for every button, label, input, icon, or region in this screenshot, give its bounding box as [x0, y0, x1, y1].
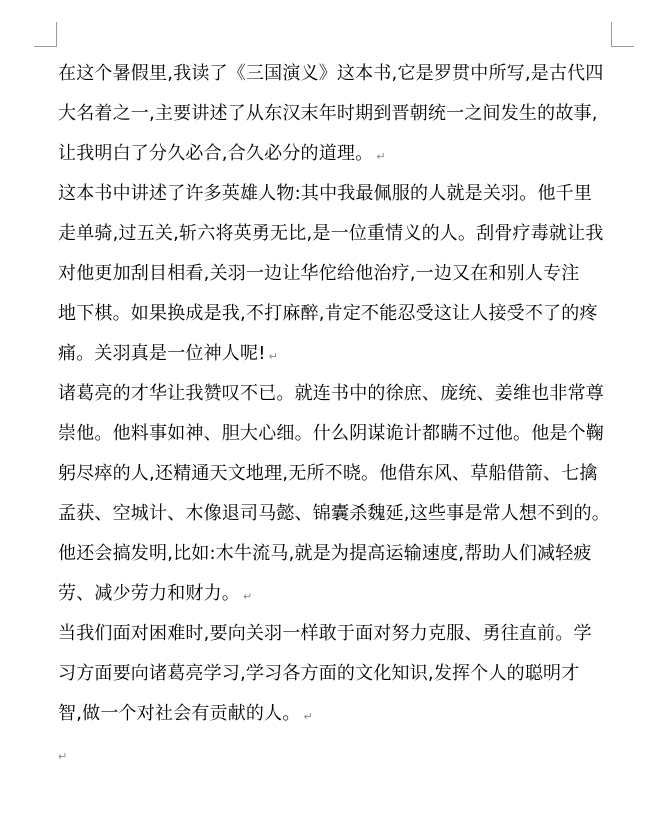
top-right-crop-mark [611, 22, 634, 47]
text-line: 孟获、空城计、木像退司马懿、锦囊杀魏延,这些事是常人想不到的。 [58, 503, 610, 524]
text-line: 诸葛亮的才华让我赞叹不已。就连书中的徐庶、庞统、姜维也非常尊 [58, 383, 604, 404]
paragraph-mark-icon: ↵ [58, 750, 68, 763]
text-line: 对他更加刮目相看,关羽一边让华佗给他治疗,一边又在和别人专注 [58, 263, 580, 284]
paragraph-mark-icon: ↵ [376, 150, 386, 163]
paragraph-3[interactable] [58, 374, 618, 614]
text-line: 痛。关羽真是一位神人呢! ↵ [58, 343, 279, 364]
empty-paragraph[interactable] [58, 734, 618, 774]
top-left-crop-mark [34, 22, 57, 47]
text-line: 躬尽瘁的人,还精通天文地理,无所不晓。他借东风、草船借箭、七擒 [58, 463, 598, 484]
document-body[interactable] [58, 54, 618, 774]
text-line: 崇他。他料事如神、胆大心细。什么阴谋诡计都瞒不过他。他是个鞠 [58, 423, 604, 444]
text-line: 在这个暑假里,我读了《三国演义》这本书,它是罗贯中所写,是古代四 [58, 63, 604, 84]
text-line: 这本书中讲述了许多英雄人物:其中我最佩服的人就是关羽。他千里 [58, 183, 593, 204]
paragraph-mark-icon: ↵ [268, 350, 279, 363]
paragraph-2[interactable] [58, 174, 618, 374]
text-line: 他还会搞发明,比如:木牛流马,就是为提高运输速度,帮助人们减轻疲 [58, 543, 592, 564]
text-line: 让我明白了分久必合,合久必分的道理。 ↵ [58, 143, 386, 164]
paragraph-1[interactable] [58, 54, 618, 174]
text-line: 当我们面对困难时,要向关羽一样敢于面对努力克服、勇往直前。学 [58, 623, 592, 644]
paragraph-mark-icon: ↵ [243, 590, 253, 603]
text-line: 大名着之一,主要讲述了从东汉末年时期到晋朝统一之间发生的故事, [58, 103, 598, 124]
text-line: 地下棋。如果换成是我,不打麻醉,肯定不能忍受这让人接受不了的疼 [58, 303, 598, 324]
text-line: 走单骑,过五关,斩六将英勇无比,是一位重情义的人。刮骨疗毒就让我 [58, 223, 604, 244]
text-line: 劳、减少劳力和财力。 ↵ [58, 583, 253, 604]
paragraph-mark-icon: ↵ [303, 710, 313, 723]
paragraph-4[interactable] [58, 614, 618, 734]
text-line: 智,做一个对社会有贡献的人。 ↵ [58, 703, 313, 724]
text-line: 习方面要向诸葛亮学习,学习各方面的文化知识,发挥个人的聪明才 [58, 663, 580, 684]
